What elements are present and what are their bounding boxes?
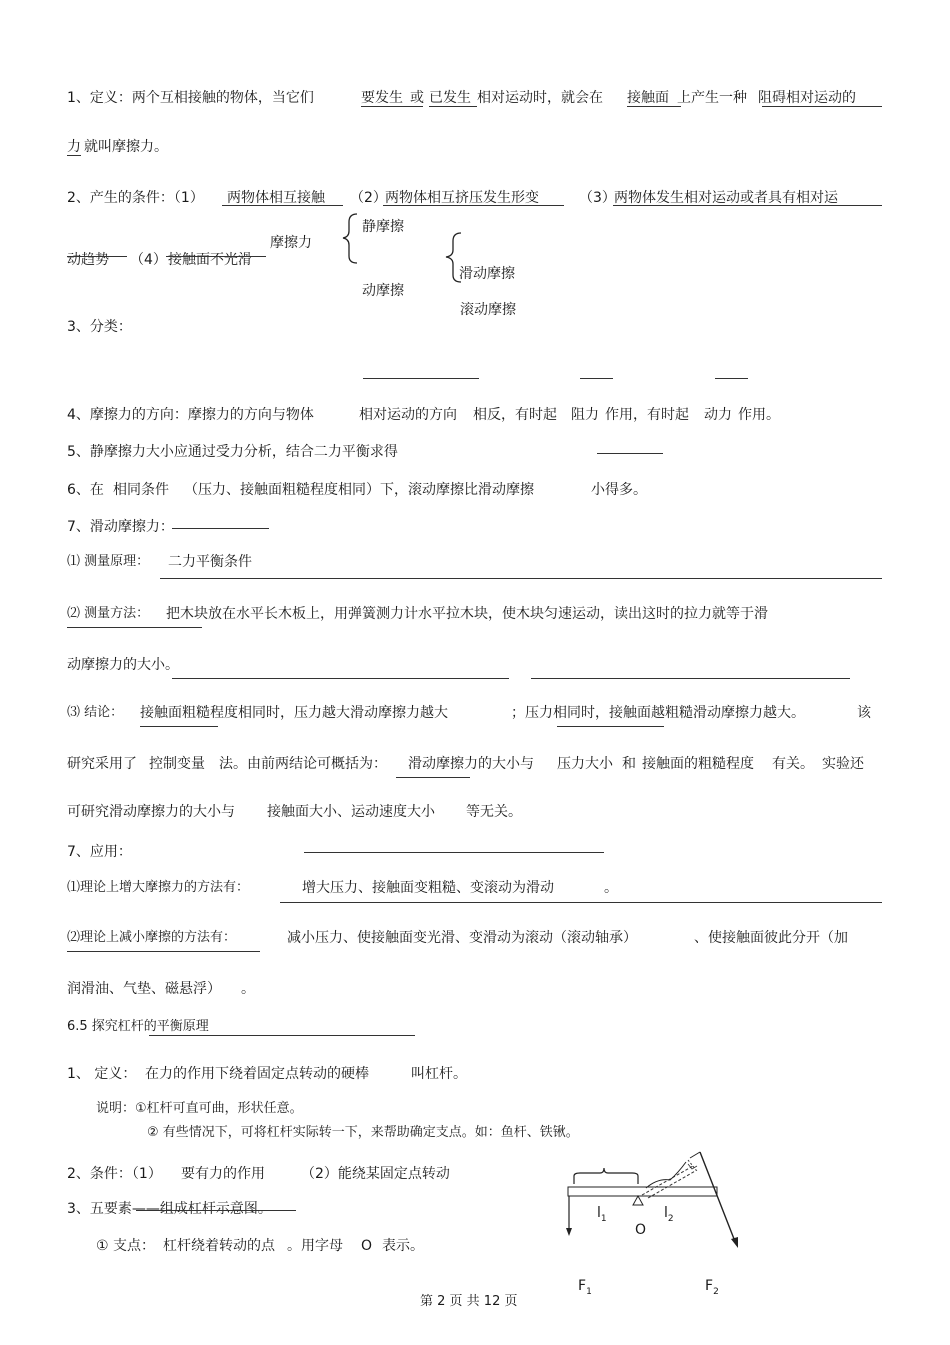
blank-line <box>363 378 479 379</box>
s1-g: 上产生一种 <box>677 90 747 106</box>
s1-b: 要发生 <box>361 90 403 106</box>
s8-p1-end: 。 <box>604 880 618 896</box>
s7-l2-f: 和 <box>622 756 636 772</box>
fulcrum-triangle <box>633 1196 643 1205</box>
s1-c: 或 <box>410 90 424 106</box>
s1-a: 1、定义：两个互相接触的物体，当它们 <box>67 90 314 106</box>
lever-def-b: 在力的作用下绕着固定点转动的硬棒 <box>145 1066 369 1082</box>
s7-l2-a: 研究采用了 <box>67 756 137 772</box>
lever-heading: 6.5 探究杠杆的平衡原理 <box>67 1019 209 1034</box>
s7-l2-d: 滑动摩擦力的大小与 <box>408 756 534 772</box>
s7-l2-c: 法。由前两结论可概括为： <box>219 756 387 772</box>
s1-j: 就叫摩擦力。 <box>84 139 168 155</box>
force-f2-arrow <box>731 1237 738 1248</box>
s2-e: （3） <box>579 190 616 206</box>
s8-p1-value: 增大压力、接触面变粗糙、变滚动为滑动 <box>302 880 554 896</box>
s6-d: 小得多。 <box>591 482 647 498</box>
s2-g: 动趋势 <box>67 252 109 268</box>
s1-d: 已发生 <box>429 90 471 106</box>
blank-line <box>280 902 882 903</box>
lever-fulcrum-d: O <box>361 1238 373 1254</box>
lever-fulcrum-b: 杠杆绕着转动的点 <box>163 1238 275 1254</box>
blank-line <box>304 852 604 853</box>
arm-l2-brace <box>646 1162 686 1188</box>
lever-cond-b: 要有力的作用 <box>181 1166 265 1182</box>
lever-def-c: 叫杠杆。 <box>411 1066 467 1082</box>
label-l1-main: l <box>597 1205 601 1221</box>
s7-l3-b: 接触面大小、运动速度大小 <box>267 804 435 820</box>
lever-note-1: 说明：①杠杆可直可曲，形状任意。 <box>96 1101 303 1116</box>
dynamic-friction: 动摩擦 <box>362 283 404 299</box>
s1-f: 接触面 <box>627 90 669 106</box>
s2-b: 两物体相互接触 <box>227 190 325 206</box>
lever-def-a: 1、 定义： <box>67 1066 137 1082</box>
blank-line <box>67 951 260 952</box>
s2-a: 2、产生的条件：（1） <box>67 190 204 206</box>
label-f2-sub: 2 <box>713 1286 719 1297</box>
lever-note-2: ② 有些情况下，可将杠杆实际转一下，来帮助确定支点。如：鱼杆、铁锹。 <box>147 1125 579 1140</box>
s8-p2-value: 减小压力、使接触面变光滑、变滑动为滚动（滚动轴承） <box>287 930 637 946</box>
s2-f: 两物体发生相对运动或者具有相对运 <box>614 190 838 206</box>
s4-g: 作用。 <box>738 407 780 423</box>
blank-line <box>531 678 850 679</box>
s8-p2-end: 。 <box>241 981 255 997</box>
blank-line <box>580 378 613 379</box>
arm-l1-brace <box>574 1168 638 1184</box>
friction-root: 摩擦力 <box>270 235 312 251</box>
s4-a: 4、摩擦力的方向：摩擦力的方向与物体 <box>67 407 314 423</box>
s2-h: （4） <box>130 252 167 268</box>
s7-l2-g: 接触面的粗糙程度 <box>642 756 754 772</box>
s4-f: 动力 <box>704 407 732 423</box>
blank-line <box>140 726 218 727</box>
blank-line <box>160 578 882 579</box>
strike-line <box>136 1210 296 1211</box>
s7-l3-c: 等无关。 <box>466 804 522 820</box>
label-l2 <box>664 1204 674 1228</box>
s8-title: 7、应用： <box>67 844 132 860</box>
classification-brace-icon <box>0 0 950 400</box>
s6-a: 6、在 <box>67 482 104 498</box>
s5-a: 5、静摩擦力大小应通过受力分析，结合二力平衡求得 <box>67 444 398 460</box>
s2-i: 接触面不光滑 <box>168 252 252 268</box>
s4-e: 作用，有时起 <box>605 407 689 423</box>
lever-fulcrum-e: 表示。 <box>382 1238 424 1254</box>
label-l1-sub: 1 <box>600 1213 607 1224</box>
s7-l2-h: 有关。 <box>772 756 814 772</box>
lever-fulcrum-a: ① 支点： <box>96 1238 156 1254</box>
s4-d: 阻力 <box>571 407 599 423</box>
s8-p1-label: ⑴理论上增大摩擦力的方法有： <box>67 880 250 895</box>
label-f2-main: F <box>705 1278 714 1294</box>
blank-line <box>396 777 470 778</box>
s7-title: 7、滑动摩擦力： <box>67 519 174 535</box>
label-f1 <box>578 1277 592 1301</box>
s7-l2-e: 压力大小 <box>557 756 613 772</box>
lever-five: 3、五要素——组成杠杆示意图。 <box>67 1201 272 1217</box>
s7-l3-a: 可研究滑动摩擦力的大小与 <box>67 804 235 820</box>
force-f2-line <box>700 1152 736 1244</box>
s7-p3-b: ；压力相同时，接触面越粗糙滑动摩擦力越大。 <box>511 705 805 721</box>
s7-p1-value: 二力平衡条件 <box>168 554 252 570</box>
s4-b: 相对运动的方向 <box>359 407 457 423</box>
s6-c: （压力、接触面粗糙程度相同）下，滚动摩擦比滑动摩擦 <box>184 482 534 498</box>
blank-line <box>715 378 748 379</box>
sliding-friction: 滑动摩擦 <box>459 266 515 282</box>
blank-line <box>149 1035 415 1036</box>
label-l2-main: l <box>664 1205 668 1221</box>
s7-p3-a: 接触面粗糙程度相同时，压力越大滑动摩擦力越大 <box>140 705 448 721</box>
s8-p2-label: ⑵理论上减小摩擦的方法有： <box>67 930 237 945</box>
page-footer: 第 2 页 共 12 页 <box>420 1294 518 1309</box>
label-f1-sub: 1 <box>586 1286 592 1297</box>
force-f1-arrow <box>566 1228 572 1236</box>
lever-cond-c: （2）能绕某固定点转动 <box>301 1166 450 1182</box>
s7-p3-label: ⑶ 结论： <box>67 705 124 720</box>
s7-p2-value: 把木块放在水平长木板上，用弹簧测力计水平拉木块，使木块匀速运动，读出这时的拉力就等于滑 <box>166 606 768 622</box>
lever-fulcrum-c: 。用字母 <box>287 1238 343 1254</box>
s6-b: 相同条件 <box>113 482 169 498</box>
static-friction: 静摩擦 <box>362 219 404 235</box>
s7-l2-i: 实验还 <box>822 756 864 772</box>
s8-p2-cont: 润滑油、气垫、磁悬浮） <box>67 981 221 997</box>
s1-i: 力 <box>67 139 81 155</box>
s7-p2-cont: 动摩擦力的大小。 <box>67 657 179 673</box>
s7-p1-label: ⑴ 测量原理： <box>67 554 150 569</box>
label-o: O <box>635 1222 647 1238</box>
s7-p2-label: ⑵ 测量方法： <box>67 606 150 621</box>
blank-line <box>67 627 202 628</box>
s4-c: 相反，有时起 <box>473 407 557 423</box>
s1-h: 阻碍相对运动的 <box>758 90 856 106</box>
blank-line <box>172 528 269 529</box>
s2-d: 两物体相互挤压发生形变 <box>385 190 539 206</box>
lever-cond-a: 2、条件：（1） <box>67 1166 162 1182</box>
label-l2-sub: 2 <box>667 1213 674 1224</box>
s7-l2-b: 控制变量 <box>149 756 205 772</box>
guide-line <box>690 1152 700 1158</box>
label-f1-main: F <box>578 1278 587 1294</box>
blank-line <box>172 678 509 679</box>
label-l1 <box>597 1204 607 1228</box>
rolling-friction: 滚动摩擦 <box>460 302 516 318</box>
s3-title: 3、分类： <box>67 319 132 335</box>
s8-p2-more: 、使接触面彼此分开（加 <box>694 930 848 946</box>
s2-c: （2） <box>350 190 387 206</box>
label-f2 <box>705 1277 719 1301</box>
blank-line <box>557 726 664 727</box>
s1-e: 相对运动时，就会在 <box>477 90 603 106</box>
blank-line <box>597 453 663 454</box>
s7-p3-c: 该 <box>857 705 871 721</box>
